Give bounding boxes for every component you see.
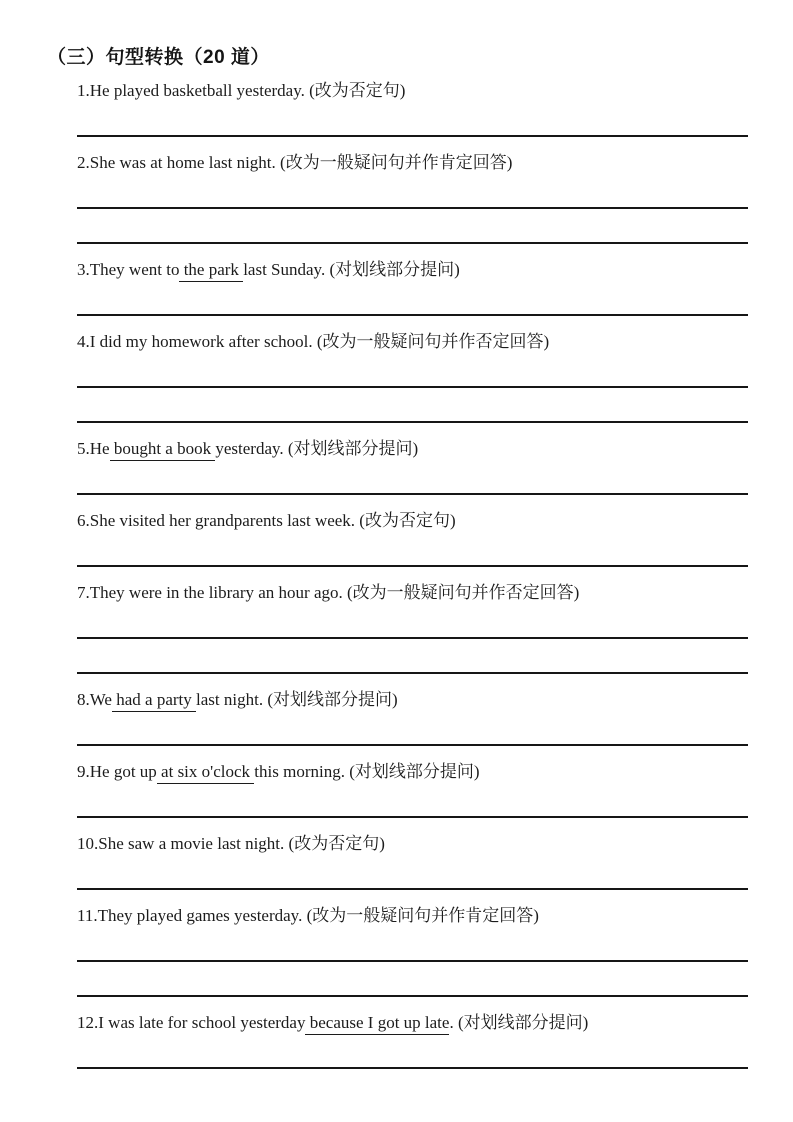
question-text-after: yesterday. (对划线部分提问) — [215, 439, 419, 458]
answer-line — [77, 532, 748, 567]
question-text — [77, 331, 748, 353]
question-text-before: 4.I did my homework after school. (改为一般疑问句并作否定回答) — [77, 332, 550, 351]
question-text — [77, 689, 748, 711]
answer-line — [77, 855, 748, 890]
question-text — [77, 582, 748, 604]
question-text — [77, 438, 748, 460]
question-block — [77, 259, 748, 316]
question-text — [77, 152, 748, 174]
question-block — [77, 438, 748, 495]
section-title: （三）句型转换（20 道） — [47, 47, 270, 68]
question-text-after: this morning. (对划线部分提问) — [254, 762, 480, 781]
question-block — [77, 331, 748, 423]
question-text — [77, 1012, 748, 1034]
answer-line — [77, 102, 748, 137]
answer-line — [77, 711, 748, 746]
answer-line — [77, 174, 748, 209]
question-text — [77, 80, 748, 102]
answer-line — [77, 783, 748, 818]
answer-line — [77, 388, 748, 423]
answer-line — [77, 460, 748, 495]
question-text-before: 2.She was at home last night. (改为一般疑问句并作肯定回答) — [77, 153, 513, 172]
question-text-before: 9.He got up — [77, 762, 157, 781]
question-text — [77, 833, 748, 855]
question-text-before: 10.She saw a movie last night. (改为否定句) — [77, 834, 385, 853]
answer-line — [77, 639, 748, 674]
question-text-before: 12.I was late for school yesterday — [77, 1013, 306, 1032]
question-text-before: 6.She visited her grandparents last week. (改为否定句) — [77, 511, 456, 530]
question-block — [77, 905, 748, 997]
question-text-before: 11.They played games yesterday. (改为一般疑问句并作肯定回答) — [77, 906, 539, 925]
question-block — [77, 833, 748, 890]
question-text-before: 7.They were in the library an hour ago. (改为一般疑问句并作否定回答) — [77, 583, 580, 602]
question-block — [77, 152, 748, 244]
answer-line — [77, 281, 748, 316]
question-text-before: 5.He — [77, 439, 110, 458]
question-text — [77, 259, 748, 281]
answer-line — [77, 962, 748, 997]
question-text — [77, 761, 748, 783]
question-text-before: 1.He played basketball yesterday. (改为否定句) — [77, 81, 406, 100]
underlined-phrase: at six o'clock — [157, 762, 254, 784]
question-text-before: 3.They went to — [77, 260, 180, 279]
question-block — [77, 510, 748, 567]
question-text — [77, 905, 748, 927]
answer-line — [77, 209, 748, 244]
question-block — [77, 761, 748, 818]
answer-line — [77, 604, 748, 639]
question-block — [77, 80, 748, 137]
underlined-phrase: the park — [179, 260, 243, 282]
question-text — [77, 510, 748, 532]
question-text-after: . (对划线部分提问) — [449, 1013, 589, 1032]
underlined-phrase: had a party — [112, 690, 196, 712]
underlined-phrase: because I got up late — [305, 1013, 449, 1035]
underlined-phrase: bought a book — [110, 439, 216, 461]
question-text-after: last Sunday. (对划线部分提问) — [243, 260, 460, 279]
answer-line — [77, 1034, 748, 1069]
answer-line — [77, 927, 748, 962]
question-text-after: last night. (对划线部分提问) — [196, 690, 398, 709]
question-block — [77, 582, 748, 674]
answer-line — [77, 353, 748, 388]
question-block — [77, 689, 748, 746]
question-block — [77, 1012, 748, 1069]
question-text-before: 8.We — [77, 690, 112, 709]
